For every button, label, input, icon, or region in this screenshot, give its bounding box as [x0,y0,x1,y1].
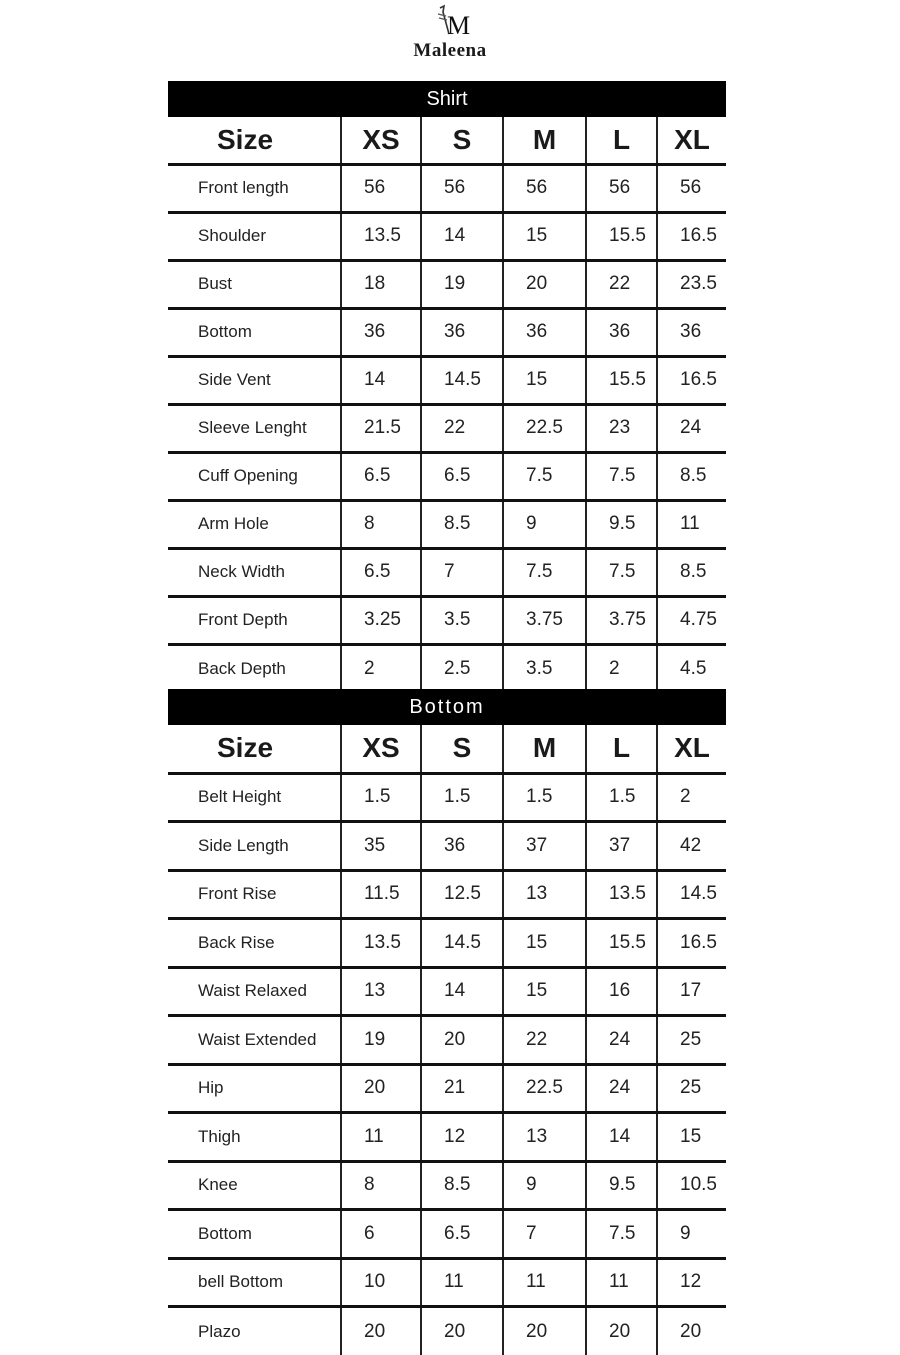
measurement-value: 13.5 [341,212,421,260]
table-row [168,596,726,644]
measurement-value: 11 [586,1258,657,1307]
measurement-value: 7 [421,548,503,596]
measurement-value: 15 [503,212,586,260]
measurement-value: 14.5 [657,870,726,919]
size-header-row [168,725,726,773]
measurement-value: 24 [586,1064,657,1113]
size-header: XL [657,725,726,773]
measurement-value: 10.5 [657,1161,726,1210]
size-column-header: Size [168,117,341,164]
measurement-value: 12 [421,1113,503,1162]
measurement-value: 22 [586,260,657,308]
size-header: M [503,725,586,773]
measurement-value: 14.5 [421,356,503,404]
measurement-label: Neck Width [168,548,341,596]
measurement-label: Front length [168,164,341,212]
measurement-value: 4.5 [657,644,726,692]
measurement-label: Thigh [168,1113,341,1162]
table-row [168,212,726,260]
measurement-value: 21 [421,1064,503,1113]
measurement-value: 13 [341,967,421,1016]
measurement-value: 23.5 [657,260,726,308]
measurement-value: 36 [503,308,586,356]
measurement-value: 3.5 [421,596,503,644]
measurement-label: Shoulder [168,212,341,260]
measurement-value: 20 [421,1307,503,1355]
measurement-value: 20 [341,1064,421,1113]
measurement-value: 36 [657,308,726,356]
measurement-value: 2 [341,644,421,692]
measurement-value: 9 [503,500,586,548]
table-row [168,308,726,356]
measurement-value: 24 [586,1016,657,1065]
size-header: XL [657,117,726,164]
measurement-value: 2 [586,644,657,692]
table-row [168,500,726,548]
measurement-value: 16.5 [657,919,726,968]
brand-name: Maleena [0,40,900,62]
measurement-value: 2.5 [421,644,503,692]
measurement-value: 7 [503,1210,586,1259]
measurement-value: 9 [503,1161,586,1210]
bottom-section-title: Bottom [168,689,726,725]
measurement-value: 56 [503,164,586,212]
measurement-value: 13 [503,870,586,919]
measurement-value: 15.5 [586,356,657,404]
measurement-value: 10 [341,1258,421,1307]
measurement-value: 20 [503,1307,586,1355]
table-row [168,404,726,452]
measurement-label: Back Rise [168,919,341,968]
measurement-value: 36 [586,308,657,356]
measurement-value: 3.5 [503,644,586,692]
table-row [168,1258,726,1307]
table-row [168,1210,726,1259]
measurement-value: 14 [341,356,421,404]
measurement-value: 16.5 [657,356,726,404]
measurement-label: Side Length [168,822,341,871]
measurement-value: 8.5 [657,452,726,500]
measurement-value: 35 [341,822,421,871]
table-row [168,1113,726,1162]
size-header: S [421,725,503,773]
measurement-value: 14 [421,212,503,260]
measurement-value: 42 [657,822,726,871]
measurement-value: 15.5 [586,212,657,260]
measurement-label: Cuff Opening [168,452,341,500]
measurement-value: 7.5 [586,548,657,596]
logo-letter: M [447,11,470,40]
table-row [168,773,726,822]
table-row [168,452,726,500]
measurement-value: 13.5 [586,870,657,919]
measurement-value: 7.5 [503,452,586,500]
measurement-value: 25 [657,1016,726,1065]
table-row [168,822,726,871]
measurement-value: 1.5 [586,773,657,822]
measurement-value: 37 [586,822,657,871]
size-header: M [503,117,586,164]
measurement-value: 20 [586,1307,657,1355]
measurement-value: 36 [421,308,503,356]
table-row [168,260,726,308]
measurement-value: 6.5 [341,548,421,596]
measurement-label: Bottom [168,1210,341,1259]
bottom-size-table [168,725,726,1355]
measurement-label: Side Vent [168,356,341,404]
measurement-label: Bottom [168,308,341,356]
size-header: XS [341,725,421,773]
measurement-value: 56 [421,164,503,212]
measurement-value: 11 [503,1258,586,1307]
measurement-value: 19 [421,260,503,308]
measurement-value: 1.5 [421,773,503,822]
measurement-value: 3.75 [503,596,586,644]
measurement-value: 6.5 [421,1210,503,1259]
measurement-value: 9.5 [586,1161,657,1210]
table-row [168,1064,726,1113]
measurement-value: 8.5 [657,548,726,596]
measurement-value: 20 [657,1307,726,1355]
shirt-section-title: Shirt [168,81,726,117]
measurement-value: 56 [341,164,421,212]
measurement-value: 20 [421,1016,503,1065]
measurement-label: Arm Hole [168,500,341,548]
measurement-value: 15.5 [586,919,657,968]
measurement-value: 7.5 [586,1210,657,1259]
measurement-value: 11 [341,1113,421,1162]
measurement-value: 1.5 [503,773,586,822]
measurement-value: 18 [341,260,421,308]
measurement-label: Back Depth [168,644,341,692]
measurement-value: 4.75 [657,596,726,644]
measurement-value: 8.5 [421,500,503,548]
measurement-value: 24 [657,404,726,452]
measurement-value: 12 [657,1258,726,1307]
measurement-value: 6.5 [341,452,421,500]
measurement-label: Plazo [168,1307,341,1355]
size-column-header: Size [168,725,341,773]
measurement-value: 25 [657,1064,726,1113]
measurement-value: 20 [503,260,586,308]
measurement-value: 7.5 [586,452,657,500]
hanger-monogram-icon [430,4,470,40]
measurement-value: 8 [341,1161,421,1210]
measurement-label: Waist Extended [168,1016,341,1065]
measurement-label: Hip [168,1064,341,1113]
measurement-value: 15 [503,356,586,404]
measurement-value: 22 [503,1016,586,1065]
measurement-value: 56 [586,164,657,212]
measurement-value: 3.25 [341,596,421,644]
measurement-value: 15 [503,967,586,1016]
table-row [168,967,726,1016]
measurement-value: 8.5 [421,1161,503,1210]
measurement-value: 11 [657,500,726,548]
measurement-value: 22.5 [503,404,586,452]
measurement-label: Belt Height [168,773,341,822]
measurement-value: 36 [421,822,503,871]
table-row [168,164,726,212]
table-row [168,919,726,968]
size-header: XS [341,117,421,164]
measurement-label: Front Depth [168,596,341,644]
measurement-value: 15 [657,1113,726,1162]
measurement-value: 6 [341,1210,421,1259]
measurement-value: 9 [657,1210,726,1259]
measurement-value: 13.5 [341,919,421,968]
size-header: S [421,117,503,164]
table-row [168,870,726,919]
measurement-value: 11.5 [341,870,421,919]
measurement-value: 56 [657,164,726,212]
measurement-value: 20 [341,1307,421,1355]
measurement-value: 14 [586,1113,657,1162]
measurement-label: Bust [168,260,341,308]
measurement-label: Front Rise [168,870,341,919]
brand-header [0,4,900,62]
measurement-value: 22 [421,404,503,452]
measurement-value: 16.5 [657,212,726,260]
measurement-value: 22.5 [503,1064,586,1113]
measurement-value: 17 [657,967,726,1016]
measurement-value: 8 [341,500,421,548]
size-header-row [168,117,726,164]
table-row [168,644,726,692]
measurement-value: 36 [341,308,421,356]
measurement-value: 1.5 [341,773,421,822]
measurement-value: 15 [503,919,586,968]
measurement-value: 12.5 [421,870,503,919]
measurement-value: 13 [503,1113,586,1162]
measurement-value: 7.5 [503,548,586,596]
measurement-value: 16 [586,967,657,1016]
measurement-label: Waist Relaxed [168,967,341,1016]
measurement-value: 11 [421,1258,503,1307]
measurement-value: 23 [586,404,657,452]
table-row [168,1161,726,1210]
shirt-size-table [168,117,726,692]
measurement-label: Sleeve Lenght [168,404,341,452]
table-row [168,1016,726,1065]
table-row [168,1307,726,1355]
measurement-value: 3.75 [586,596,657,644]
measurement-value: 9.5 [586,500,657,548]
measurement-value: 19 [341,1016,421,1065]
measurement-value: 2 [657,773,726,822]
measurement-value: 21.5 [341,404,421,452]
measurement-value: 14.5 [421,919,503,968]
measurement-value: 14 [421,967,503,1016]
measurement-value: 37 [503,822,586,871]
measurement-label: bell Bottom [168,1258,341,1307]
measurement-value: 6.5 [421,452,503,500]
measurement-label: Knee [168,1161,341,1210]
size-header: L [586,725,657,773]
table-row [168,548,726,596]
size-header: L [586,117,657,164]
table-row [168,356,726,404]
